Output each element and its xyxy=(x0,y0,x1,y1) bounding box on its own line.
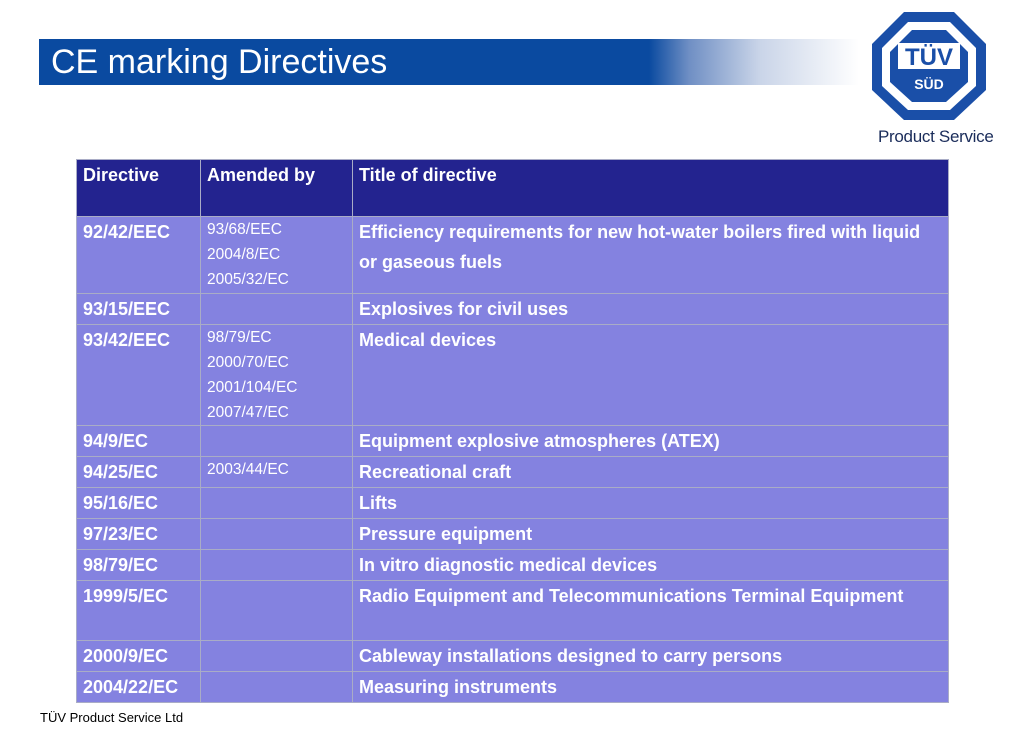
header-directive: Directive xyxy=(77,160,201,217)
amendment: 2000/70/EC xyxy=(207,354,289,371)
amended-by-cell xyxy=(201,217,353,294)
tuv-sud-logo xyxy=(868,10,992,152)
directive-cell: 2004/22/EC xyxy=(77,672,201,703)
table-row xyxy=(77,581,949,641)
amended-by-cell xyxy=(201,426,353,457)
amendment: 98/79/EC xyxy=(207,329,272,346)
title-cell: Equipment explosive atmospheres (ATEX) xyxy=(353,426,949,457)
table-header-row xyxy=(77,160,949,217)
directives-table xyxy=(76,159,949,703)
amended-by-cell xyxy=(201,325,353,426)
table-row xyxy=(77,641,949,672)
table-row xyxy=(77,457,949,488)
table-row xyxy=(77,550,949,581)
amendment: 2001/104/EC xyxy=(207,379,298,396)
directive-cell: 97/23/EC xyxy=(77,519,201,550)
title-cell: Lifts xyxy=(353,488,949,519)
directive-cell: 94/25/EC xyxy=(77,457,201,488)
title-cell: Cableway installations designed to carry persons xyxy=(353,641,949,672)
footer-text: TÜV Product Service Ltd xyxy=(40,710,184,725)
table-row xyxy=(77,294,949,325)
directive-cell: 93/42/EEC xyxy=(77,325,201,426)
amended-by-cell xyxy=(201,294,353,325)
table-row xyxy=(77,426,949,457)
slide-title: CE marking Directives xyxy=(51,43,388,81)
title-cell: In vitro diagnostic medical devices xyxy=(353,550,949,581)
title-cell: Explosives for civil uses xyxy=(353,294,949,325)
directive-cell: 95/16/EC xyxy=(77,488,201,519)
amendment: 2007/47/EC xyxy=(207,404,289,421)
directive-cell: 94/9/EC xyxy=(77,426,201,457)
directive-cell: 92/42/EEC xyxy=(77,217,201,294)
title-cell: Pressure equipment xyxy=(353,519,949,550)
amended-by-cell xyxy=(201,641,353,672)
amended-by-cell xyxy=(201,581,353,641)
header-amended-by: Amended by xyxy=(201,160,353,217)
table-row xyxy=(77,325,949,426)
logo-sub-text: SÜD xyxy=(914,76,944,92)
table-row xyxy=(77,488,949,519)
logo-mark-text: TÜV xyxy=(905,44,953,71)
logo-caption: Product Service xyxy=(878,127,994,146)
header-title: Title of directive xyxy=(353,160,949,217)
amended-by-cell xyxy=(201,519,353,550)
directive-cell: 2000/9/EC xyxy=(77,641,201,672)
amendment: 2005/32/EC xyxy=(207,271,289,288)
tuv-sud-octagon-icon xyxy=(868,10,992,122)
table-row xyxy=(77,217,949,294)
title-cell: Measuring instruments xyxy=(353,672,949,703)
directive-cell: 1999/5/EC xyxy=(77,581,201,641)
title-cell: Medical devices xyxy=(353,325,949,426)
directive-cell: 93/15/EEC xyxy=(77,294,201,325)
amended-by-cell xyxy=(201,550,353,581)
amended-by-cell xyxy=(201,488,353,519)
amendment: 2003/44/EC xyxy=(207,461,289,478)
amended-by-cell xyxy=(201,457,353,488)
table-row xyxy=(77,672,949,703)
amendment: 2004/8/EC xyxy=(207,246,281,263)
amended-by-cell xyxy=(201,672,353,703)
directive-cell: 98/79/EC xyxy=(77,550,201,581)
table-row xyxy=(77,519,949,550)
title-cell: Efficiency requirements for new hot-water boilers fired with liquid or gaseous fuels xyxy=(353,217,949,294)
title-bar xyxy=(39,39,859,85)
amendment: 93/68/EEC xyxy=(207,221,282,238)
title-cell: Radio Equipment and Telecommunications Terminal Equipment xyxy=(353,581,949,641)
title-cell: Recreational craft xyxy=(353,457,949,488)
